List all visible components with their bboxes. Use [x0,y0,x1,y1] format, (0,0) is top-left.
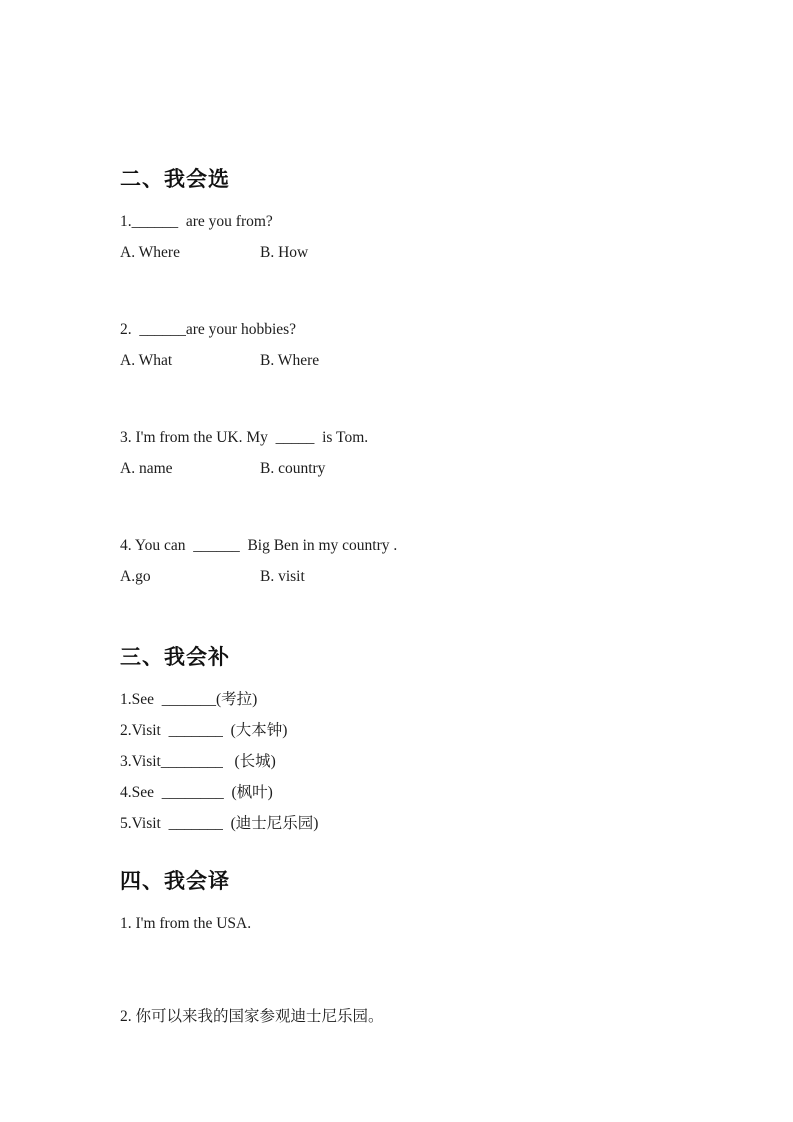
question-block-2 [120,322,700,384]
question-1-options [120,245,700,276]
question-1-option-b: B. How [260,244,309,261]
question-3-prompt: 3. I'm from the UK. My _____ is Tom. [120,429,369,446]
question-2-options [120,353,700,384]
question-3-options [120,461,700,492]
fill-item-1: 1.See _______(考拉) [120,691,258,708]
worksheet-page [120,168,700,1040]
question-2-prompt: 2. ______are your hobbies? [120,321,297,338]
section-choose-heading: 二、我会选 [120,168,230,191]
fill-item-2: 2.Visit _______ (大本钟) [120,722,288,739]
question-2-option-a: A. What [120,352,173,369]
question-block-1 [120,214,700,276]
fill-item-4: 4.See ________ (枫叶) [120,784,273,801]
section-complete [120,646,700,832]
section-choose [120,168,700,600]
question-4-options [120,569,700,600]
question-4-option-b: B. visit [260,568,305,585]
question-3-option-b: B. country [260,460,326,477]
section-translate [120,870,700,1025]
fill-item-3: 3.Visit________ (长城) [120,753,276,770]
question-1-option-a: A. Where [120,244,180,261]
question-2-option-b: B. Where [260,352,320,369]
question-block-4 [120,538,700,600]
section-translate-heading: 四、我会译 [120,870,230,893]
section-complete-heading: 三、我会补 [120,646,230,669]
question-4-option-a: A.go [120,568,151,585]
question-4-prompt: 4. You can ______ Big Ben in my country . [120,537,398,554]
translate-item-1: 1. I'm from the USA. [120,915,252,932]
translate-item-2: 2. 你可以来我的国家参观迪士尼乐园。 [120,1008,384,1025]
question-1-prompt: 1.______ are you from? [120,213,273,230]
question-block-3 [120,430,700,492]
fill-list [120,692,700,832]
question-3-option-a: A. name [120,460,173,477]
fill-item-5: 5.Visit _______ (迪士尼乐园) [120,815,319,832]
